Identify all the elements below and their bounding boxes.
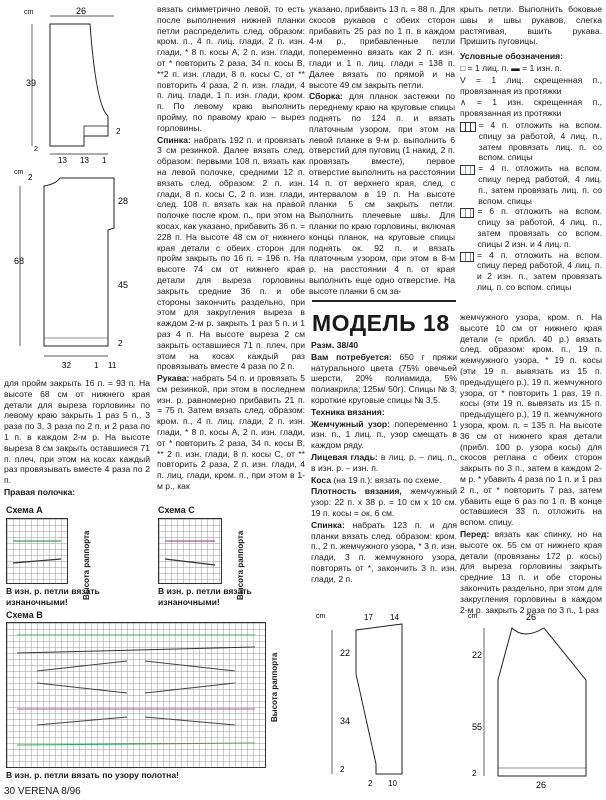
column-3 <box>309 4 455 298</box>
legend-item: = 6 п. отложить на вспом. спицу за работой, 4 лиц. п., затем провязать со вспом. спицы 2 изн. и 4 лиц. п. <box>460 206 602 249</box>
pearl-text: попеременно 1 изн. п., 1 лиц. п., узор смещать в каждом ряду. <box>311 418 457 451</box>
scheme-c-repeat-label: Высота раппорта <box>236 530 245 600</box>
dim-left-0: 22 <box>472 650 483 660</box>
right-front-text: вязать симметрично левой, то есть после выполнения нижней планки петли распределить след. образом: кром. п., 4 п. лиц. глади, 2 п. изн. глади, * 8 п. косы А, 2 п. изн. глади, от * повторить 2 раза, 34 п. косы В, **2 п. изн. глади, 8 п. косы С, от ** повторить 4 раза, 2 п. изн. глади, 4 п. лиц. глади, 1 п. изн. глади, кром. п. По левому краю выполнить пройму, по правому краю – вырез горловины. <box>157 4 305 133</box>
front-text: вязать как спинку, но на высоте ок. 55 см от нижнего края детали (провязаны 172 р. косы) для выреза горловины закрыть средние 13 п. и обе стороны закончить раздельно, при этом для закругления горловины в каждом 2-м р. закрыть 2 раза по 3 п., 1 раз <box>460 528 602 615</box>
assembly-text: для планок застежки по переднему краю на круговые спицы поднять по 124 п. и вязать платочным узором, при этом на левой планке в 9-м р. выполнить 6 отверстий для пуговиц (1 накид, 2 п. провязать вместе), первое отверстие выполнить на расстоянии 14 п. от верхнего края, след. с интервалом в 19 п. На высоте планки 5 см закрыть петли. Выполнить плечевые швы. Для планки по краю горловины, включая концы планок, на круговые спицы поднять ок. 92 п. и вязать платочным узором, при этом в 8-м р. на расстоянии 4 п. от края выполнить еще одно отверстие. На высоте планки 6 см за- <box>309 91 456 296</box>
cable-symbol-icon <box>460 252 474 262</box>
front-piece-diagram <box>4 6 124 166</box>
dim-top: 26 <box>76 6 87 16</box>
assembly-title: Сборка: <box>309 91 343 102</box>
column-4 <box>460 4 602 293</box>
model-title: МОДЕЛЬ 18 <box>312 310 450 336</box>
dim-b1: 13 <box>58 156 67 165</box>
cable-title: Коса <box>311 474 332 485</box>
technique-title: Техника вязания: <box>311 406 385 417</box>
dim-left-2: 2 <box>472 769 477 778</box>
dim-left-1: 55 <box>472 722 483 732</box>
dim-b1: 1 <box>94 361 99 370</box>
column-5 <box>460 312 602 616</box>
legend-title: Условные обозначения: <box>460 51 563 62</box>
scheme-a-chart <box>6 518 68 584</box>
scheme-a-repeat-label: Высота раппорта <box>82 530 91 600</box>
dim-b0: 32 <box>62 361 71 370</box>
model-18-text <box>311 340 457 586</box>
dim-bottom: 26 <box>536 780 547 790</box>
size-label: Разм. 38/40 <box>311 340 359 350</box>
scheme-b-repeat-label: Высота раппорта <box>270 652 279 722</box>
materials-title: Вам потребуется: <box>311 351 392 362</box>
sleeve-diagram <box>310 610 440 790</box>
paragraph: для пройм закрыть 16 п. = 93 п. На высоте 68 см от нижнего края детали для выреза горловины по левому краю закрыть 1 раз 5 п., 3 раза по 3, 3 раза по 2 п. и 2 раза по 1 п. в каждом 2-м р. На высоте выреза 8 см закрыть оставшиеся 71 п. плеч, при этом на косах каждый раз провязывать вместе 4 раза по 2 п. <box>4 378 150 486</box>
scheme-c-chart <box>158 518 222 584</box>
dim-right-bot: 2 <box>118 339 123 348</box>
dim-right-top: 28 <box>118 196 129 206</box>
unit-label: cm <box>316 613 326 620</box>
dim-right: 2 <box>116 127 121 136</box>
dim-b2: 11 <box>108 361 117 370</box>
legend-item: = 4 п. отложить на вспом. спицу перед работой, 4 лиц. п. и 2 изн. п., затем провязать лиц. п. со вспом. спицы <box>460 250 602 293</box>
cable-text: (на 19 п.): вязать по схеме. <box>333 474 442 485</box>
unit-label: cm <box>24 9 34 16</box>
legend-item: = 4 п. отложить на вспом. спицу за работой, 4 лиц. п., затем провязать лиц. п. со вспом. спицы <box>460 120 602 163</box>
stockinette-title: Лицевая гладь: <box>311 451 378 462</box>
legend-item: = 4 п. отложить на вспом. спицу перед работой, 4 лиц. п., затем провязать лиц. п. со вспом. спицы <box>460 163 602 206</box>
stockinette-text: в лиц. р. – лиц. п., в изн. р. – изн. п. <box>311 451 458 473</box>
dim-b0: 2 <box>34 146 38 153</box>
dim-b3: 1 <box>102 156 107 165</box>
dim-top: 26 <box>526 612 537 622</box>
dim-left-1: 34 <box>340 716 351 726</box>
legend-item: □ = 1 лиц. п. ▬ = 1 изн. п. <box>460 62 562 73</box>
scheme-b-note: В изн. р. петли вязать по узору полотна! <box>6 770 179 780</box>
scheme-a-note: В изн. р. петли вязать изнаночными! <box>6 586 100 607</box>
page-footer: 30 VERENA 8/96 <box>4 786 81 797</box>
back-text: набрать 123 п. и для планки вязать след. образом: кром. п., 2 п. жемчужного узора, * 3 п. изн. глади, 3 п. жемчужного узора, повторять от *, закончить 3 п. изн. глади, 2 п. <box>311 519 457 584</box>
cable-symbol-icon <box>460 122 476 132</box>
dim-b0: 2 <box>368 779 373 788</box>
pearl-title: Жемчужный узор: <box>311 418 391 429</box>
back-title: Спинка: <box>311 519 345 530</box>
scheme-a-label: Схема A <box>6 505 43 515</box>
front-title: Перед: <box>460 528 490 539</box>
scheme-c-label: Схема C <box>158 505 195 515</box>
scheme-b-label: Схема B <box>6 610 43 620</box>
legend-item: V = 1 лиц. скрещенная п., провязанная из протяжки <box>460 74 602 96</box>
cable-symbol-icon <box>460 165 475 175</box>
gauge-text: жемчужный узор: 22 п. х 38 р. = 10 см х 10 см. 19 п. косы = ок. 6 см. <box>311 486 458 518</box>
dim-top-0: 17 <box>364 613 373 622</box>
dim-b2: 13 <box>80 156 89 165</box>
column-2 <box>157 4 305 493</box>
dim-top: 2 <box>28 173 33 182</box>
finishing-text: крыть петли. Выполнить боковые швы и швы рукавов, слегка растягивая, вшить рукава. Пришить пуговицы. <box>460 4 602 47</box>
unit-label: cm <box>468 613 478 620</box>
dim-left: 68 <box>14 256 25 266</box>
unit-label: cm <box>14 169 24 176</box>
body-diagram <box>462 610 602 790</box>
materials-text: 650 г пряжи натурального цвета (75% овечьей шерсти, 20% полиамида, 5% полиакрила; 125м/ 50г). Спицы № 3; короткие круговые спицы № 3,5. <box>311 351 458 405</box>
back-title: Спинка: <box>157 134 191 145</box>
cable-symbol-icon <box>460 208 474 218</box>
sleeve-title: Рукава: <box>157 373 190 384</box>
dim-right-mid: 45 <box>118 280 129 290</box>
legend-item: ∧ = 1 изн. скрещенная п., провязанная из протяжки <box>460 97 602 119</box>
divider <box>312 300 456 302</box>
dim-left-0: 22 <box>340 648 351 658</box>
back-piece-diagram <box>4 168 134 378</box>
back-continued: жемчужного узора, кром. п. На высоте 10 см от нижнего края детали (= прибл. 40 р.) вязать след. образом: кром. п., 19 п. жемчужного узора, * 19 п. косы (эти 19 п. вывязать из 15 п. предыдущего р.), 19 п. жемчужного узора, от * повторить 1 раз, 19 п. косы (эти 19 п. вывязать из 15 п. предыдущего р.), 19 п. жемчужного узора, кром. п. = 135 п. На высоте 36 см от нижнего края детали (прибл. 100 р. узора косы) для скосов реглана с обеих сторон закрыть по 3 п., затем в каждом 2-м р. * убавить 4 раза по 1 п. и 1 раз 2 п., от * повторить 7 раз, затем убавить еще 6 раз по 1 п. В конце оставшиеся 33 п. отложить на вспом. спицу. <box>460 312 602 528</box>
dim-left-2: 2 <box>340 765 345 774</box>
scheme-b-chart <box>6 622 266 768</box>
dim-top-1: 14 <box>390 613 399 622</box>
sleeve-continued: указано, прибавить 13 п. = 88 п. Для скосов рукавов с обеих сторон прибавить 25 раз по 1 п. в каждом 4-м р., прибавленные петли попеременно вязать как 2 п. изн. глади и 1 п. лиц. глади = 138 п. Далее вязать по прямой и на высоте 49 см закрыть петли. <box>309 4 455 90</box>
scheme-c-note: В изн. р. петли вязать изнаночными! <box>158 586 252 607</box>
right-front-title: Правая полочка: <box>4 486 76 497</box>
sleeve-text: набрать 54 п. и провязать 5 см резинкой, при этом в последнем изн. р. равномерно прибавить 21 п. = 75 п. Затем вязать след. образом: кром. п., 4 п. лиц. глади, 2 п. изн. глади, * 8 п. косы А, 2 п. изн. глади, от * повторить 2 раза, 34 п. косы В, ** 2 п. изн. глади, 8 п. косы С, от ** повторить 2 раза, 2 п. изн. глади, 4 п. лиц. глади, кром. п., при этом в 1-м р., как <box>157 373 305 492</box>
gauge-title: Плотность вязания, <box>311 486 402 497</box>
dim-left: 39 <box>26 78 37 88</box>
back-text: набрать 192 п. и провязать 3 см резинкой. Далее вязать след. образом: первыми 108 п. вязать как на левой полочке, средними 12 п. вязать след. образом: 2 п. изн. глади, 8 п. косы С, 2 п. изн. глади, след. 108 п. вязать как на правой полочке после кром. п., при этом на косах, как указано, прибавить 36 п. = 228 п. На высоте 48 см от нижнего края детали с обеих сторон для пройм закрыть по 16 п. = 196 п. На высоте 74 см от нижнего края детали для выреза горловины закрыть средние 36 п. и обе стороны закончить раздельно, при этом для закругления выреза в каждом 2-м р. закрыть 1 раз 5 п. и 1 раз 4 п. На высоте выреза 2 см закрыть оставшиеся 71 п. плеч, при этом на косах каждый раз провязывать вместе 4 раза по 2 п. <box>157 134 306 372</box>
left-front-text <box>4 378 150 499</box>
dim-b1: 10 <box>388 779 397 788</box>
